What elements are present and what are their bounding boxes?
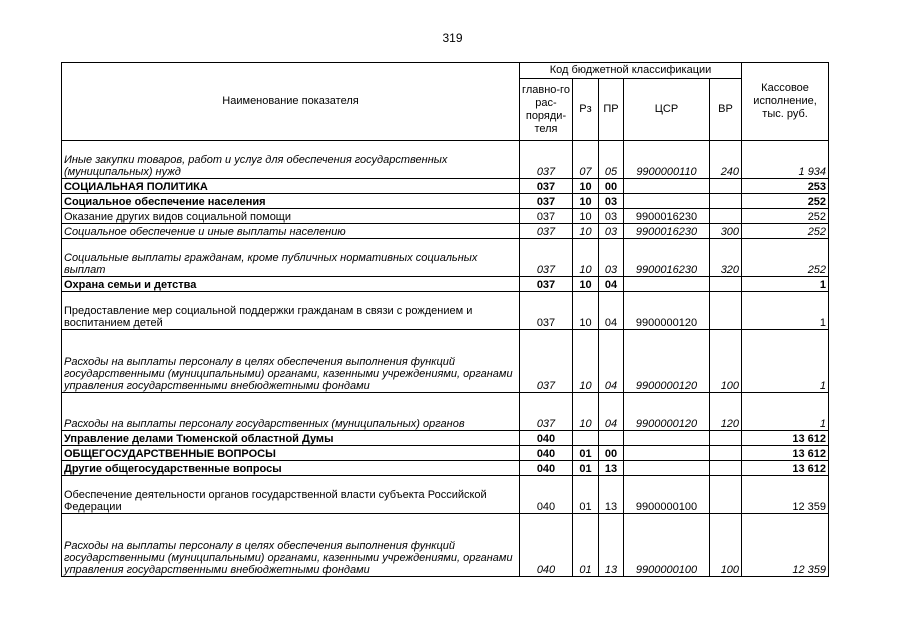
row-vr: 100 — [710, 514, 742, 577]
row-amount: 13 612 — [742, 446, 829, 461]
row-glav: 040 — [520, 431, 573, 446]
table-row — [62, 461, 829, 476]
row-amount: 12 359 — [742, 476, 829, 514]
row-rz: 10 — [573, 292, 599, 330]
row-rz: 10 — [573, 224, 599, 239]
row-rz: 10 — [573, 277, 599, 292]
table-row — [62, 179, 829, 194]
header-amount: Кассовое исполнение, тыс. руб. — [742, 63, 829, 141]
row-name: Оказание других видов социальной помощи — [62, 209, 520, 224]
row-name: Расходы на выплаты персоналу в целях обеспечения выполнения функций государственными (муниципальными) органами, казенными учреждениями, органами управления государственными внебюджетными фондами — [62, 514, 520, 577]
row-pr: 04 — [599, 292, 624, 330]
row-name: Социальное обеспечение населения — [62, 194, 520, 209]
row-pr: 13 — [599, 514, 624, 577]
row-name: Социальные выплаты гражданам, кроме публичных нормативных социальных выплат — [62, 239, 520, 277]
row-amount: 252 — [742, 224, 829, 239]
row-amount: 1 934 — [742, 141, 829, 179]
header-code-group: Код бюджетной классификации — [520, 63, 742, 79]
row-pr: 03 — [599, 194, 624, 209]
row-csr: 9900000100 — [624, 514, 710, 577]
row-name: Расходы на выплаты персоналу в целях обеспечения выполнения функций государственными (муниципальными) органами, казенными учреждениями, органами управления государственными внебюджетными фондами — [62, 330, 520, 393]
row-glav: 040 — [520, 476, 573, 514]
row-vr — [710, 209, 742, 224]
row-amount: 252 — [742, 209, 829, 224]
row-csr: 9900000120 — [624, 330, 710, 393]
row-csr — [624, 461, 710, 476]
row-vr — [710, 461, 742, 476]
row-pr: 05 — [599, 141, 624, 179]
row-csr: 9900016230 — [624, 209, 710, 224]
row-name: Расходы на выплаты персоналу государственных (муниципальных) органов — [62, 393, 520, 431]
header-glav: главно-го рас-поряди-теля — [520, 79, 573, 141]
table-row — [62, 393, 829, 431]
row-csr: 9900000120 — [624, 393, 710, 431]
row-vr — [710, 431, 742, 446]
table-row — [62, 514, 829, 577]
row-vr: 320 — [710, 239, 742, 277]
row-glav: 037 — [520, 277, 573, 292]
row-pr: 00 — [599, 179, 624, 194]
row-csr: 9900016230 — [624, 239, 710, 277]
row-rz: 01 — [573, 461, 599, 476]
page-number: 319 — [442, 31, 463, 45]
row-glav: 037 — [520, 292, 573, 330]
row-csr: 9900000100 — [624, 476, 710, 514]
row-glav: 037 — [520, 179, 573, 194]
header-csr: ЦСР — [624, 79, 710, 141]
row-pr: 03 — [599, 239, 624, 277]
budget-table — [61, 62, 829, 577]
table-row — [62, 224, 829, 239]
table-row — [62, 330, 829, 393]
table-row — [62, 446, 829, 461]
row-pr: 03 — [599, 209, 624, 224]
row-pr: 04 — [599, 277, 624, 292]
row-rz — [573, 431, 599, 446]
row-rz: 01 — [573, 476, 599, 514]
row-rz: 10 — [573, 194, 599, 209]
row-name: Другие общегосударственные вопросы — [62, 461, 520, 476]
row-csr — [624, 431, 710, 446]
row-pr: 04 — [599, 330, 624, 393]
row-vr — [710, 194, 742, 209]
row-name: Охрана семьи и детства — [62, 277, 520, 292]
row-name: Управление делами Тюменской областной Думы — [62, 431, 520, 446]
row-csr: 9900000120 — [624, 292, 710, 330]
row-name: ОБЩЕГОСУДАРСТВЕННЫЕ ВОПРОСЫ — [62, 446, 520, 461]
row-pr — [599, 431, 624, 446]
row-name: Социальное обеспечение и иные выплаты населению — [62, 224, 520, 239]
row-rz: 10 — [573, 209, 599, 224]
row-pr: 04 — [599, 393, 624, 431]
row-vr: 240 — [710, 141, 742, 179]
row-amount: 12 359 — [742, 514, 829, 577]
row-csr — [624, 194, 710, 209]
header-vr: ВР — [710, 79, 742, 141]
row-csr — [624, 277, 710, 292]
row-rz: 10 — [573, 393, 599, 431]
row-rz: 01 — [573, 446, 599, 461]
row-vr — [710, 476, 742, 514]
row-rz: 10 — [573, 179, 599, 194]
row-vr: 120 — [710, 393, 742, 431]
table-row — [62, 476, 829, 514]
row-rz: 07 — [573, 141, 599, 179]
row-csr: 9900016230 — [624, 224, 710, 239]
row-vr — [710, 292, 742, 330]
row-glav: 037 — [520, 393, 573, 431]
header-pr: ПР — [599, 79, 624, 141]
row-pr: 13 — [599, 476, 624, 514]
row-pr: 13 — [599, 461, 624, 476]
row-name: Иные закупки товаров, работ и услуг для обеспечения государственных (муниципальных) нужд — [62, 141, 520, 179]
row-name: Обеспечение деятельности органов государственной власти субъекта Российской Федерации — [62, 476, 520, 514]
row-csr: 9900000110 — [624, 141, 710, 179]
row-vr — [710, 446, 742, 461]
row-glav: 037 — [520, 194, 573, 209]
row-vr — [710, 277, 742, 292]
row-amount: 1 — [742, 330, 829, 393]
row-rz: 01 — [573, 514, 599, 577]
row-csr — [624, 179, 710, 194]
row-glav: 037 — [520, 330, 573, 393]
row-vr: 100 — [710, 330, 742, 393]
row-vr: 300 — [710, 224, 742, 239]
table-row — [62, 239, 829, 277]
table-row — [62, 292, 829, 330]
row-glav: 037 — [520, 239, 573, 277]
row-glav: 037 — [520, 224, 573, 239]
row-csr — [624, 446, 710, 461]
table-row — [62, 277, 829, 292]
header-name: Наименование показателя — [62, 63, 520, 141]
table-row — [62, 194, 829, 209]
row-glav: 040 — [520, 446, 573, 461]
row-amount: 252 — [742, 239, 829, 277]
row-glav: 040 — [520, 514, 573, 577]
row-pr: 03 — [599, 224, 624, 239]
row-amount: 1 — [742, 393, 829, 431]
row-amount: 1 — [742, 277, 829, 292]
row-rz: 10 — [573, 330, 599, 393]
row-vr — [710, 179, 742, 194]
row-glav: 037 — [520, 209, 573, 224]
row-rz: 10 — [573, 239, 599, 277]
row-glav: 037 — [520, 141, 573, 179]
table-row — [62, 431, 829, 446]
row-pr: 00 — [599, 446, 624, 461]
row-name: Предоставление мер социальной поддержки гражданам в связи с рождением и воспитанием детей — [62, 292, 520, 330]
row-amount: 1 — [742, 292, 829, 330]
header-rz: Рз — [573, 79, 599, 141]
row-amount: 253 — [742, 179, 829, 194]
row-amount: 13 612 — [742, 461, 829, 476]
row-name: СОЦИАЛЬНАЯ ПОЛИТИКА — [62, 179, 520, 194]
row-amount: 13 612 — [742, 431, 829, 446]
row-amount: 252 — [742, 194, 829, 209]
table-row — [62, 141, 829, 179]
row-glav: 040 — [520, 461, 573, 476]
table-row — [62, 209, 829, 224]
